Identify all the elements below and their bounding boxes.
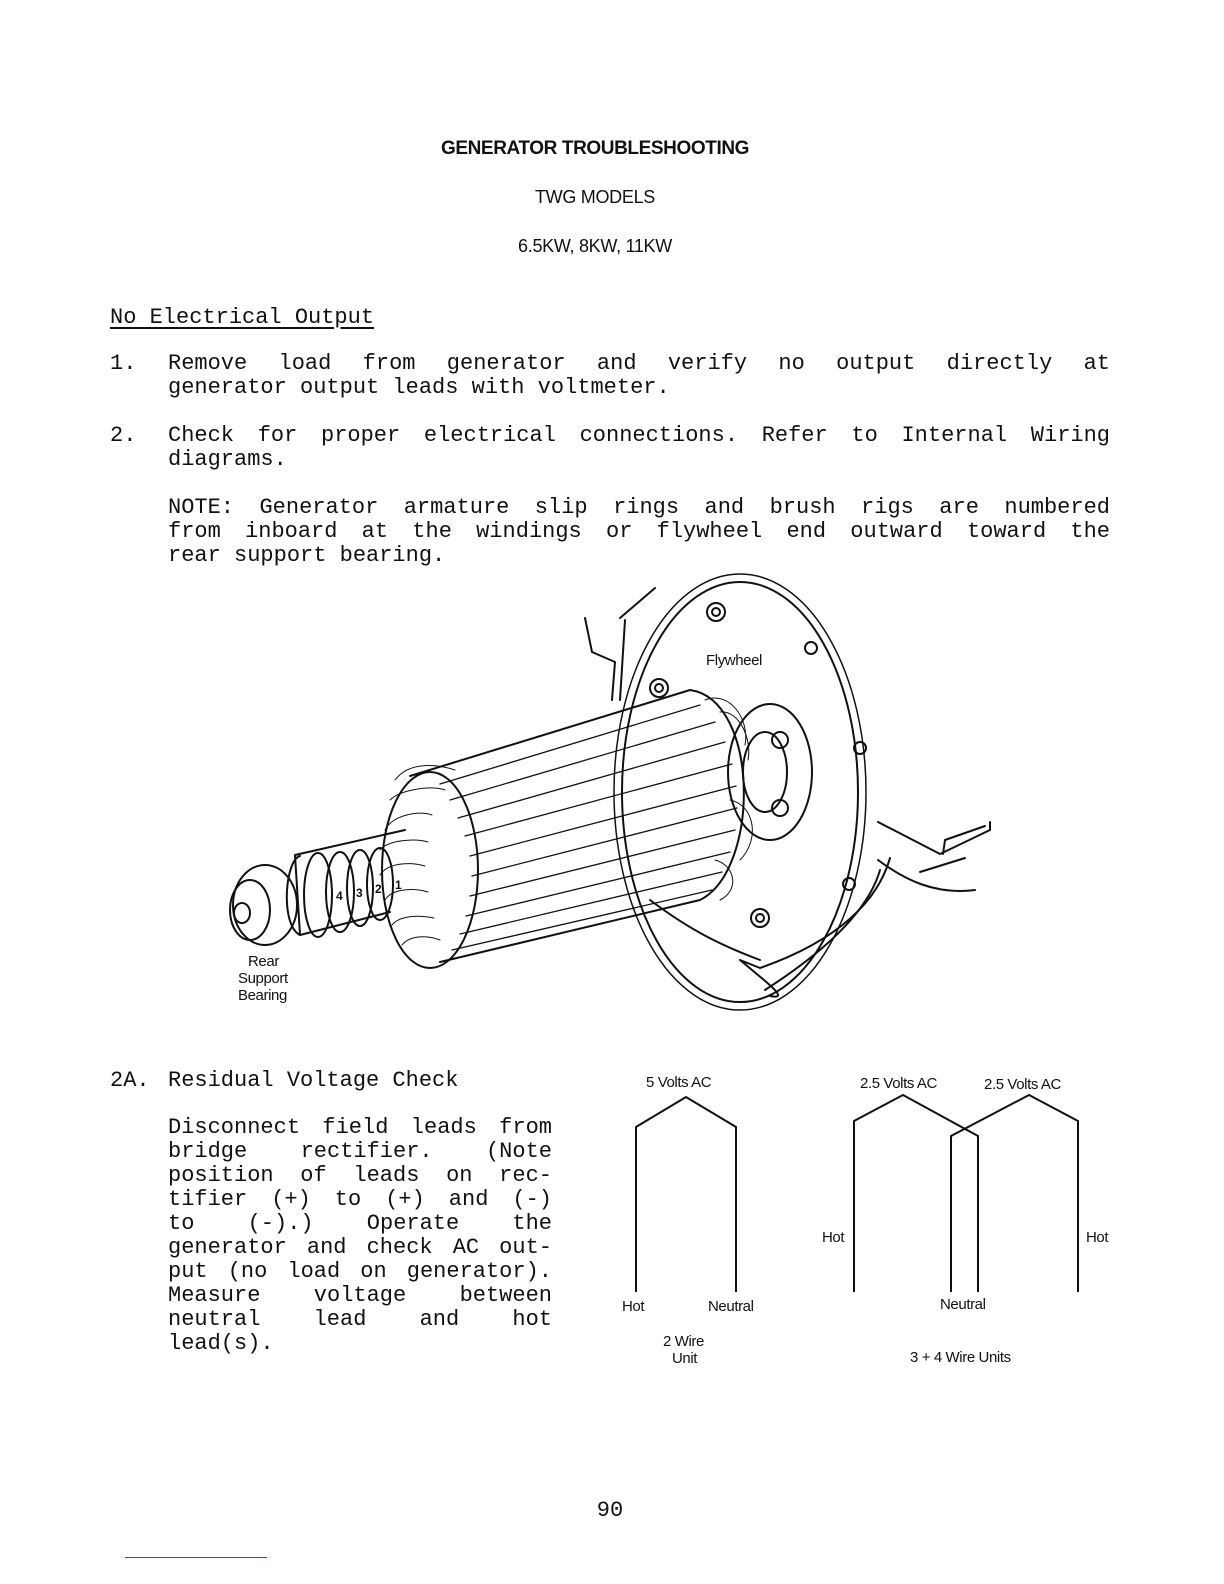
three-wire-neutral-label: Neutral xyxy=(940,1296,986,1313)
model-list: 6.5KW, 8KW, 11KW xyxy=(518,236,672,256)
two-wire-caption-2: Unit xyxy=(672,1350,698,1367)
three-wire-voltage-right: 2.5 Volts AC xyxy=(984,1076,1061,1093)
svg-text:2: 2 xyxy=(375,882,382,896)
step-2a-line-4: tifier (+) to (+) and (-) xyxy=(168,1187,552,1212)
page-number: 90 xyxy=(596,1498,624,1523)
step-number: 2. xyxy=(110,423,137,448)
step-2a-title: Residual Voltage Check xyxy=(168,1068,459,1093)
section-heading: No Electrical Output xyxy=(110,305,375,330)
two-wire-voltage: 5 Volts AC xyxy=(646,1074,712,1091)
three-wire-hot-left-label: Hot xyxy=(822,1229,845,1246)
page-title: GENERATOR TROUBLESHOOTING xyxy=(440,138,750,159)
step-2-line-2: diagrams. xyxy=(168,447,287,472)
step-2a-line-6: generator and check AC out- xyxy=(168,1235,552,1260)
rear-label-line-3: Bearing xyxy=(238,987,287,1004)
step-number: 2A. xyxy=(110,1068,150,1093)
step-1-line-1: Remove load from generator and verify no output directly at xyxy=(168,351,1110,376)
note-line-2: from inboard at the windings or flywheel end outward toward the xyxy=(168,519,1110,544)
step-2a-line-7: put (no load on generator). xyxy=(168,1259,552,1284)
three-wire-caption: 3 + 4 Wire Units xyxy=(910,1349,1011,1366)
svg-text:3: 3 xyxy=(356,886,363,900)
svg-text:1: 1 xyxy=(395,878,402,892)
three-wire-hot-right-label: Hot xyxy=(1086,1229,1109,1246)
step-number: 1. xyxy=(110,351,137,376)
step-2a-line-5: to (-).) Operate the xyxy=(168,1211,552,1236)
rear-label-line-2: Support xyxy=(238,970,288,987)
two-wire-hot-label: Hot xyxy=(622,1298,645,1315)
step-2a-line-8: Measure voltage between xyxy=(168,1283,552,1308)
rear-label-line-1: Rear xyxy=(248,953,279,970)
step-2a-line-1: Disconnect field leads from xyxy=(168,1115,552,1140)
three-four-wire-waveform xyxy=(854,1095,1078,1292)
three-wire-voltage-left: 2.5 Volts AC xyxy=(860,1075,937,1092)
step-2a-line-10: lead(s). xyxy=(168,1331,274,1356)
step-2a-line-9: neutral lead and hot xyxy=(168,1307,552,1332)
step-2a-line-3: position of leads on rec- xyxy=(168,1163,552,1188)
step-2-line-1: Check for proper electrical connections. Refer to Internal Wiring xyxy=(168,423,1110,448)
two-wire-neutral-label: Neutral xyxy=(708,1298,754,1315)
page-subtitle: TWG MODELS xyxy=(534,187,655,207)
step-2a-line-2: bridge rectifier. (Note xyxy=(168,1139,552,1164)
note-line-3: rear support bearing. xyxy=(168,543,446,568)
flywheel-label: Flywheel xyxy=(706,652,762,669)
two-wire-caption-1: 2 Wire xyxy=(663,1333,704,1350)
step-1-line-2: generator output leads with voltmeter. xyxy=(168,375,670,400)
note-line-1: NOTE: Generator armature slip rings and brush rigs are numbered xyxy=(168,495,1110,520)
svg-text:4: 4 xyxy=(336,889,343,903)
two-wire-waveform xyxy=(636,1097,736,1292)
footer-rule xyxy=(125,1557,267,1558)
